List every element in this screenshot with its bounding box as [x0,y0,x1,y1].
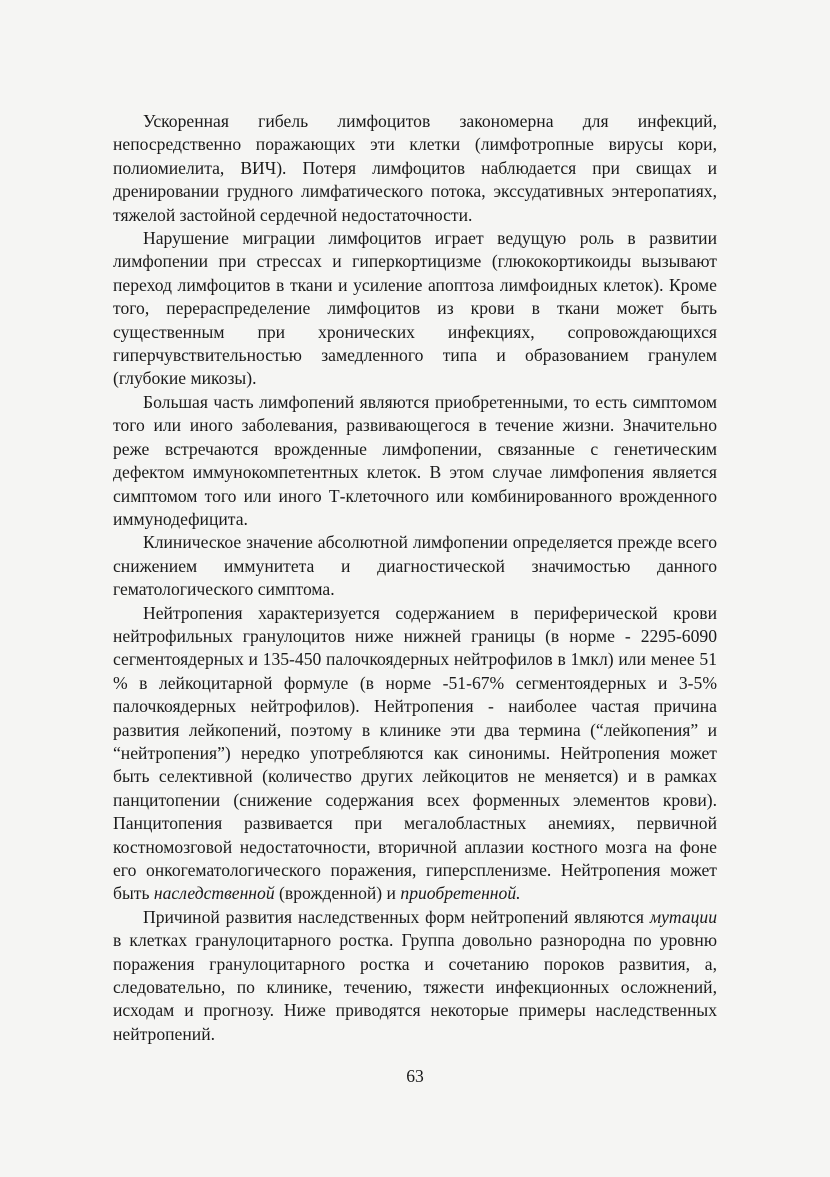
paragraph [113,602,717,906]
italic-term: приобретенной. [400,883,521,904]
paragraph [113,391,717,531]
italic-term: мутации [649,906,717,927]
paragraph-text: Нарушение миграции лимфоцитов играет ведущую роль в развитии лимфопении при стрессах и гиперкортицизме (глюкокортикоиды вызывают переход лимфоцитов в ткани и усиление апоптоза лимфоидных клеток). Кроме того, перераспределение лимфоцитов из крови в ткани может быть существенным при хронических инфекциях, сопровождающихся гиперчувствительностью замедленного типа и образованием гранулем (глубокие микозы). [113,228,717,389]
paragraph-text: Большая часть лимфопений являются приобретенными, то есть симптомом того или иного заболевания, развивающегося в течение жизни. Значительно реже встречаются врожденные лимфопении, связанные с генетическим дефектом иммунокомпетентных клеток. В этом случае лимфопения является симптомом того или иного Т-клеточного или комбинированного врожденного иммунодефицита. [113,391,717,529]
paragraph [113,110,717,227]
paragraph [113,227,717,391]
paragraph-text: в клетках гранулоцитарного ростка. Группа довольно разнородна по уровню поражения гранулоцитарного ростка и сочетанию пороков развития, а, следовательно, по клинике, течению, тяжести инфекционных осложнений, исходам и прогнозу. Ниже приводятся некоторые примеры наследственных нейтропений. [113,930,717,1044]
paragraph-text: Клиническое значение абсолютной лимфопении определяется прежде всего снижением иммунитета и диагностической значимостью данного гематологического симптома. [113,532,717,600]
paragraph-text: Ускоренная гибель лимфоцитов закономерна для инфекций, непосредственно поражающих эти клетки (лимфотропные вирусы кори, полиомиелита, ВИЧ). Потеря лимфоцитов наблюдается при свищах и дренировании грудного лимфатического потока, экссудативных энтеропатиях, тяжелой застойной сердечной недостаточности. [113,111,717,225]
italic-term: наследственной [153,883,275,904]
paragraph [113,531,717,601]
paragraph-text: Причиной развития наследственных форм нейтропений являются [143,906,650,927]
page-number: 63 [406,1066,424,1086]
body-text [113,110,717,1046]
paragraph-text: (врожденной) и [274,883,401,904]
paragraph-text: Нейтропения характеризуется содержанием в периферической крови нейтрофильных гранулоцитов ниже нижней границы (в норме - 2295-6090 сегментоядерных и 135-450 палочкоядерных нейтрофилов в 1мкл) или менее 51 % в лейкоцитарной формуле (в норме -51-67% сегментоядерных и 3-5% палочкоядерных нейтрофилов). Нейтропения - наиболее частая причина развития лейкопений, поэтому в клинике эти два термина (“лейкопения” и “нейтропения”) нередко употребляются как синонимы. Нейтропения может быть селективной (количество других лейкоцитов не меняется) и в рамках панцитопении (снижение содержания всех форменных элементов крови). Панцитопения развивается при мегалобластных анемиях, первичной костномозговой недостаточности, вторичной аплазии костного мозга на фоне его онкогематологического поражения, гиперспленизме. Нейтропения может быть [113,602,717,904]
paragraph [113,906,717,1046]
